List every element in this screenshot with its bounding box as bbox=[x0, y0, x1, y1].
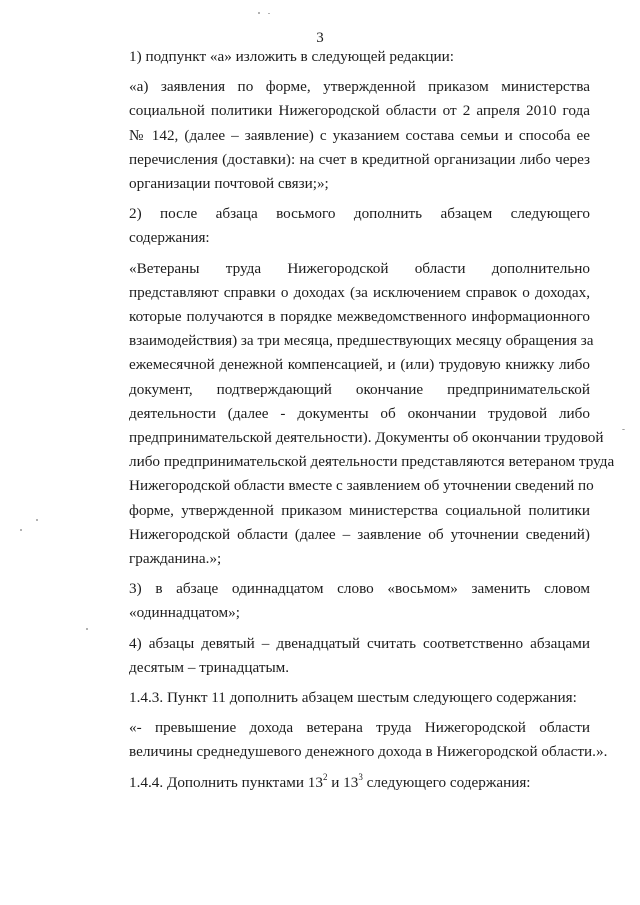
text-line: Нижегородской области (далее – заявление об уточнении сведений) bbox=[129, 525, 590, 543]
text-line: 4) абзацы девятый – двенадцатый считать соответственно абзацами bbox=[129, 634, 590, 652]
text-line: 1.4.3. Пункт 11 дополнить абзацем шестым следующего содержания: bbox=[129, 689, 577, 707]
paragraph-1-4-4 bbox=[90, 771, 590, 795]
page-number: 3 bbox=[316, 30, 324, 46]
paragraph-item-2 bbox=[90, 202, 590, 250]
text-line: «а) заявления по форме, утвержденной приказом министерства bbox=[129, 78, 590, 96]
text-fragment: и 13 bbox=[327, 773, 359, 791]
paragraph-item-4 bbox=[90, 632, 590, 680]
text-line: № 142, (далее – заявление) с указанием состава семьи и способа ее bbox=[129, 126, 590, 144]
scan-speck bbox=[86, 628, 88, 630]
text-line: социальной политики Нижегородской области от 2 апреля 2010 года bbox=[129, 102, 590, 120]
text-line: представляют справки о доходах (за исключением справок о доходах, bbox=[129, 283, 590, 301]
text-line: 3) в абзаце одиннадцатом слово «восьмом» заменить словом bbox=[129, 580, 590, 598]
superscript: 3 bbox=[358, 771, 363, 782]
paragraph-item-3 bbox=[90, 577, 590, 625]
text-line: 1) подпункт «а» изложить в следующей редакции: bbox=[129, 48, 454, 65]
paragraph-subitem-a-text bbox=[90, 75, 590, 196]
text-line: организации почтовой связи;»; bbox=[129, 175, 329, 193]
text-line: взаимодействия) за три месяца, предшествующих месяцу обращения за bbox=[129, 332, 594, 350]
text-line: деятельности (далее - документы об окончании трудовой либо bbox=[129, 404, 590, 422]
text-line: гражданина.»; bbox=[129, 550, 222, 568]
scan-speck bbox=[258, 12, 260, 14]
text-line: величины среднедушевого денежного дохода в Нижегородской области.». bbox=[129, 743, 608, 761]
text-line: «Ветераны труда Нижегородской области дополнительно bbox=[129, 259, 590, 277]
document-body bbox=[90, 45, 615, 795]
scan-speck bbox=[622, 429, 625, 430]
scan-speck bbox=[20, 529, 22, 531]
paragraph-income-excess bbox=[90, 716, 608, 764]
paragraph-veterans-quote bbox=[90, 257, 615, 572]
scan-speck bbox=[36, 519, 38, 521]
text-line: десятым – тринадцатым. bbox=[129, 658, 290, 676]
paragraph-subitem-a-intro bbox=[90, 45, 590, 69]
text-fragment: 1.4.4. Дополнить пунктами 13 bbox=[129, 773, 323, 791]
text-line: перечисления (доставки): на счет в кредитной организации либо через bbox=[129, 150, 590, 168]
text-line: «- превышение дохода ветерана труда Нижегородской области bbox=[129, 719, 590, 737]
text-line: содержания: bbox=[129, 229, 210, 247]
text-line: «одиннадцатом»; bbox=[129, 604, 240, 622]
text-line: документ, подтверждающий окончание предпринимательской bbox=[129, 380, 590, 398]
scan-speck bbox=[268, 13, 270, 14]
superscript: 2 bbox=[322, 771, 328, 782]
text-line: либо предпринимательской деятельности представляются ветераном труда bbox=[129, 453, 615, 471]
text-fragment: следующего содержания: bbox=[362, 773, 531, 791]
text-line: которые получаются в порядке межведомственного информационного bbox=[129, 308, 590, 326]
paragraph-1-4-3 bbox=[90, 686, 590, 710]
text-line: форме, утвержденной приказом министерства социальной политики bbox=[129, 501, 590, 519]
text-line: предпринимательской деятельности). Документы об окончании трудовой bbox=[129, 429, 604, 447]
text-line: ежемесячной денежной компенсацией, и (или) трудовую книжку либо bbox=[129, 356, 590, 374]
text-line: 2) после абзаца восьмого дополнить абзацем следующего bbox=[129, 205, 590, 223]
text-line: Нижегородской области вместе с заявлением об уточнении сведений по bbox=[129, 477, 594, 495]
